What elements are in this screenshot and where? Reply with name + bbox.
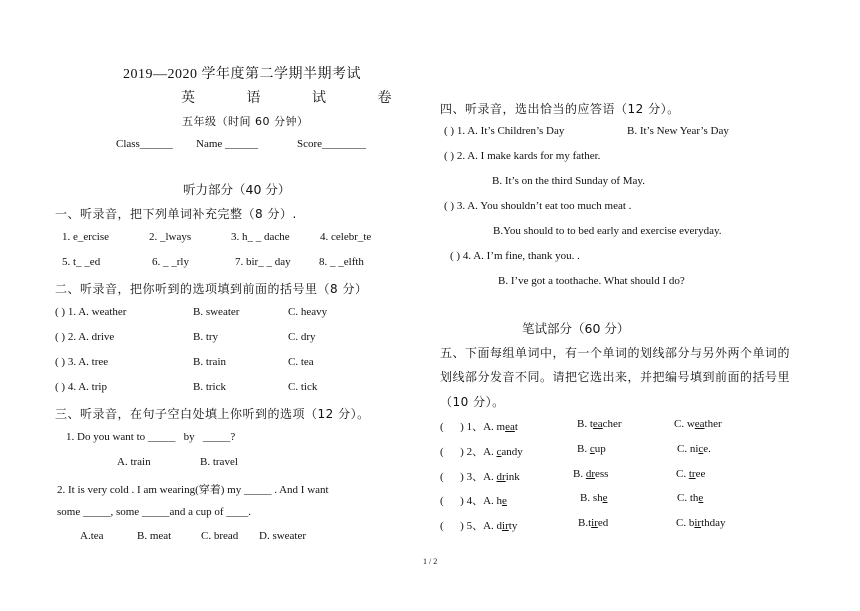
- s4-item-1-b: B. It’s New Year’s Day: [627, 125, 729, 137]
- s2-item-2-b: B. try: [193, 331, 219, 343]
- s5-item-1-c: C. weather: [674, 418, 722, 430]
- s5-item-5-b: B.tired: [578, 517, 609, 529]
- listening-heading: 听力部分（40 分）: [183, 182, 291, 197]
- section-1-title: 一、听录音，把下列单词补充完整（8 分）.: [55, 207, 297, 221]
- section-5-line-1: 五、下面每组单词中，有一个单词的划线部分与另外两个单词的: [440, 346, 791, 360]
- s5-item-4-a: ( ) 4、A. he: [440, 495, 507, 507]
- page-number: 1 / 2: [423, 557, 438, 566]
- s1-word-6: 6. _ _rly: [152, 256, 189, 268]
- s2-item-2-c: C. dry: [288, 331, 316, 343]
- s5-item-5-a: ( ) 5、A. dirty: [440, 520, 518, 532]
- class-field: Class______: [116, 138, 173, 150]
- grade-line: 五年级（时间 60 分钟）: [182, 115, 309, 128]
- s2-item-1-b: B. sweater: [193, 306, 240, 318]
- s1-word-3: 3. h_ _ dache: [231, 231, 290, 243]
- s4-item-2-b: B. It’s on the third Sunday of May.: [492, 175, 645, 187]
- s3-question-1: 1. Do you want to _____ by _____?: [66, 431, 236, 443]
- s5-item-1-b: B. teacher: [577, 418, 622, 430]
- section-3-title: 三、听录音，在句子空白处填上你听到的选项（12 分）。: [55, 407, 370, 421]
- s2-item-2: ( ) 2. A. drive: [55, 331, 115, 343]
- s3-q2-option-b: B. meat: [137, 530, 172, 542]
- s5-item-2-b: B. cup: [577, 443, 606, 455]
- s4-item-2-a: ( ) 2. A. I make kards for my father.: [444, 150, 601, 162]
- s3-q2-option-d: D. sweater: [259, 530, 307, 542]
- exam-title: 2019—2020 学年度第二学期半期考试: [123, 67, 361, 82]
- name-field: Name ______: [196, 138, 259, 150]
- s1-word-5: 5. t_ _ed: [62, 256, 101, 268]
- s3-q1-option-a: A. train: [117, 456, 151, 468]
- s4-item-3-a: ( ) 3. A. You shouldn’t eat too much meat .: [444, 200, 632, 212]
- s5-item-1-a: ( ) 1、A. meat: [440, 421, 518, 433]
- s4-item-4-b: B. I’ve got a toothache. What should I do?: [498, 275, 685, 287]
- s3-q2-option-c: C. bread: [201, 530, 239, 542]
- s2-item-1: ( ) 1. A. weather: [55, 306, 127, 318]
- section-5-line-2: 划线部分发音不同。请把它选出来，并把编号填到前面的括号里: [440, 370, 791, 384]
- s4-item-3-b: B.You should to to bed early and exercise everyday.: [493, 225, 722, 237]
- s1-word-2: 2. _lways: [149, 231, 192, 243]
- s1-word-7: 7. bir_ _ day: [235, 256, 291, 268]
- s5-item-3-b: B. dress: [573, 468, 609, 480]
- s1-word-8: 8. _ _elfth: [319, 256, 364, 268]
- s5-item-5-c: C. birthday: [676, 517, 726, 529]
- s3-q1-option-b: B. travel: [200, 456, 238, 468]
- s2-item-3-b: B. train: [193, 356, 226, 368]
- s5-item-3-c: C. tree: [676, 468, 706, 480]
- score-field: Score________: [297, 138, 367, 150]
- s3-question-2-line-1: 2. It is very cold . I am wearing(穿着) my _____ . And I want: [57, 484, 329, 496]
- s5-item-2-c: C. nice.: [677, 443, 711, 455]
- section-4-title: 四、听录音，选出恰当的应答语（12 分）。: [440, 102, 680, 116]
- s4-item-4-a: ( ) 4. A. I’m fine, thank you. .: [450, 250, 580, 262]
- s2-item-3: ( ) 3. A. tree: [55, 356, 109, 368]
- s2-item-4-c: C. tick: [288, 381, 318, 393]
- section-2-title: 二、听录音，把你听到的选项填到前面的括号里（8 分）: [55, 282, 368, 296]
- s5-item-4-c: C. the: [677, 492, 704, 504]
- s5-item-4-b: B. she: [580, 492, 608, 504]
- section-5-line-3: （10 分）。: [440, 395, 505, 409]
- written-heading: 笔试部分（60 分）: [522, 321, 630, 336]
- s1-word-4: 4. celebr_te: [320, 231, 372, 243]
- s2-item-1-c: C. heavy: [288, 306, 328, 318]
- s5-item-2-a: ( ) 2、A. candy: [440, 446, 523, 458]
- s3-q2-option-a: A.tea: [80, 530, 104, 542]
- s3-question-2-line-2: some _____, some _____and a cup of ____.: [57, 506, 251, 518]
- s5-item-3-a: ( ) 3、A. drink: [440, 471, 520, 483]
- s1-word-1: 1. e_ercise: [62, 231, 110, 243]
- s2-item-4: ( ) 4. A. trip: [55, 381, 107, 393]
- exam-subtitle: 英 语 试 卷: [181, 91, 416, 106]
- s2-item-3-c: C. tea: [288, 356, 314, 368]
- s4-item-1-a: ( ) 1. A. It’s Children’s Day: [444, 125, 565, 137]
- s2-item-4-b: B. trick: [193, 381, 226, 393]
